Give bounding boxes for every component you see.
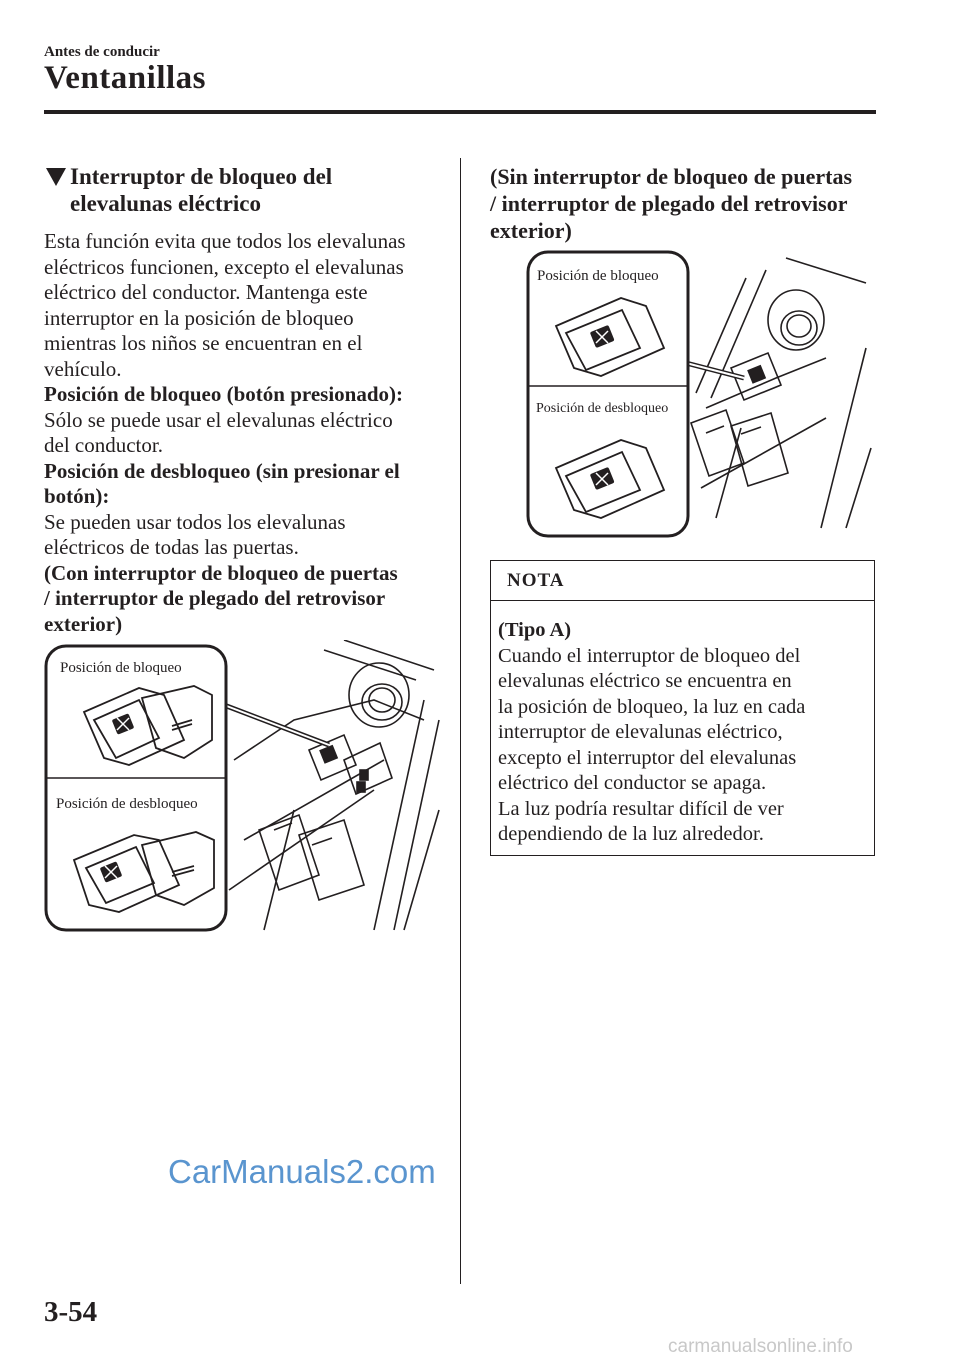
- lock-position-label: Posición de bloqueo: [60, 660, 182, 676]
- note-header: [491, 561, 874, 601]
- text-line: eléctrico del conductor. Mantenga este: [44, 280, 368, 304]
- subsection-heading-line: Interruptor de bloqueo del: [70, 164, 333, 189]
- lock-switch-figure-with-door-lock: [44, 640, 440, 932]
- note-box: [490, 560, 875, 856]
- note-title: NOTA: [507, 570, 565, 591]
- unlock-position-heading: botón):: [44, 484, 110, 508]
- watermark-logo: CarManuals2.com: [168, 1153, 436, 1190]
- text-line: Sólo se puede usar el elevalunas eléctrico: [44, 407, 393, 432]
- subsection-heading-line: elevalunas eléctrico: [70, 191, 261, 216]
- variant-heading: (Con interruptor de bloqueo de puertas: [44, 560, 398, 585]
- intro-paragraph: [44, 229, 406, 637]
- text-line: eléctricos funcionen, excepto el elevalunas: [44, 254, 404, 279]
- note-line: La luz podría resultar difícil de ver: [498, 797, 784, 820]
- note-line: Cuando el interruptor de bloqueo del: [498, 644, 801, 667]
- text-line: vehículo.: [44, 356, 122, 381]
- lock-position-label: Posición de bloqueo: [537, 268, 659, 284]
- variant-heading-block: [490, 163, 852, 244]
- lock-position-heading: Posición de bloqueo (botón presionado):: [44, 382, 403, 406]
- text-line: del conductor.: [44, 433, 163, 457]
- text-line: Esta función evita que todos los elevalunas: [44, 229, 406, 253]
- note-line: dependiendo de la luz alrededor.: [498, 823, 764, 845]
- page-number: 3-54: [44, 1296, 98, 1328]
- variant-heading: / interruptor de plegado del retrovisor: [490, 191, 848, 216]
- unlock-position-label: Posición de desbloqueo: [536, 401, 669, 416]
- lock-switch-figure-without-door-lock: [526, 248, 876, 538]
- variant-heading: exterior): [44, 611, 123, 636]
- text-line: interruptor en la posición de bloqueo: [44, 305, 354, 330]
- variant-heading: exterior): [490, 218, 572, 243]
- section-marker-icon: [46, 168, 66, 186]
- text-line: eléctricos de todas las puertas.: [44, 535, 299, 559]
- note-line: excepto el interruptor del elevalunas: [498, 746, 797, 769]
- site-watermark: carmanualsonline.info: [668, 1336, 853, 1357]
- unlock-position-heading: Posición de desbloqueo (sin presionar el: [44, 458, 400, 483]
- unlock-position-label: Posición de desbloqueo: [56, 796, 198, 812]
- text-line: Se pueden usar todos los elevalunas: [44, 509, 346, 534]
- variant-heading: / interruptor de plegado del retrovisor: [44, 586, 386, 610]
- note-body: [498, 618, 805, 848]
- section-label: Antes de conducir: [44, 44, 160, 60]
- note-line: elevalunas eléctrico se encuentra en: [498, 670, 792, 692]
- note-line: la posición de bloqueo, la luz en cada: [498, 695, 806, 718]
- text-line: mientras los niños se encuentran en el: [44, 331, 363, 355]
- column-divider: [460, 158, 461, 1284]
- variant-heading: (Sin interruptor de bloqueo de puertas: [490, 164, 853, 189]
- note-line: interruptor de elevalunas eléctrico,: [498, 721, 783, 743]
- header-rule: [44, 110, 876, 114]
- note-line: eléctrico del conductor se apaga.: [498, 772, 767, 794]
- subsection-heading: [70, 163, 332, 217]
- note-type-label: (Tipo A): [498, 619, 572, 641]
- page-title: Ventanillas: [44, 60, 206, 96]
